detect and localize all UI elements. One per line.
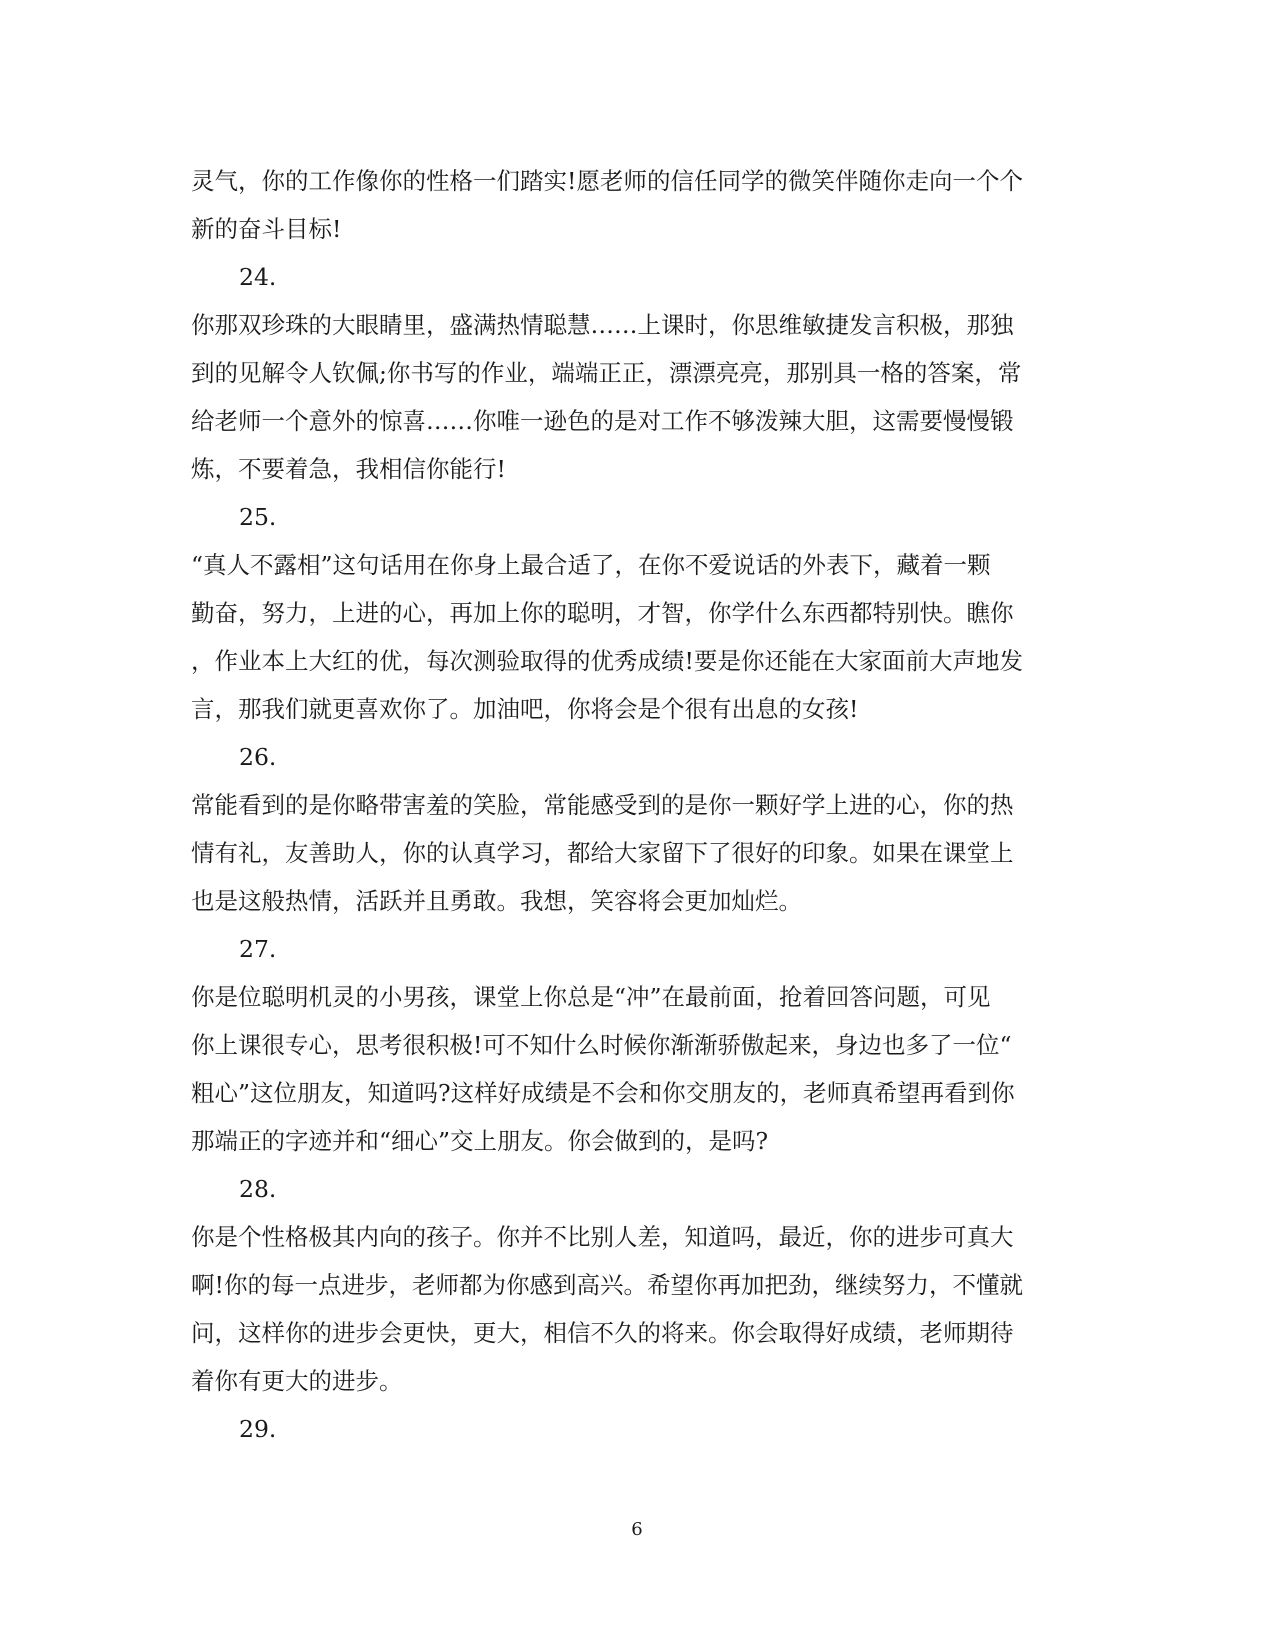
text-line: 你是个性格极其内向的孩子。你并不比别人差，知道吗，最近，你的进步可真大	[191, 1223, 1014, 1251]
page-number: 6	[631, 1519, 643, 1540]
text-line: 你是位聪明机灵的小男孩，课堂上你总是“冲”在最前面，抢着回答问题，可见	[191, 983, 991, 1011]
text-line: “真人不露相”这句话用在你身上最合适了，在你不爱说话的外表下，藏着一颗	[191, 551, 991, 579]
entry-number	[191, 1165, 1085, 1213]
text-line: 24.	[239, 263, 277, 291]
entry-number	[191, 925, 1085, 973]
text-line: ，作业本上大红的优，每次测验取得的优秀成绩!要是你还能在大家面前大声地发	[191, 647, 1023, 675]
text-line: 29.	[239, 1415, 277, 1443]
text-line: 问，这样你的进步会更快，更大，相信不久的将来。你会取得好成绩，老师期待	[191, 1319, 1014, 1347]
text-line: 25.	[239, 503, 277, 531]
entry-number	[191, 493, 1085, 541]
entry-number	[191, 1405, 1085, 1453]
text-line: 新的奋斗目标!	[191, 215, 342, 243]
comment-paragraph	[191, 973, 1085, 1165]
comment-paragraph	[191, 157, 1085, 253]
comment-paragraph	[191, 781, 1085, 925]
text-line: 灵气，你的工作像你的性格一们踏实!愿老师的信任同学的微笑伴随你走向一个个	[191, 167, 1023, 195]
entry-number	[191, 253, 1085, 301]
text-line: 那端正的字迹并和“细心”交上朋友。你会做到的，是吗?	[191, 1127, 769, 1155]
text-line: 情有礼，友善助人，你的认真学习，都给大家留下了很好的印象。如果在课堂上	[191, 839, 1014, 867]
text-line: 26.	[239, 743, 277, 771]
text-line: 到的见解令人钦佩;你书写的作业，端端正正，漂漂亮亮，那别具一格的答案，常	[191, 359, 1022, 387]
text-line: 言，那我们就更喜欢你了。加油吧，你将会是个很有出息的女孩!	[191, 695, 859, 723]
text-line: 粗心”这位朋友，知道吗?这样好成绩是不会和你交朋友的，老师真希望再看到你	[191, 1079, 1015, 1107]
text-line: 勤奋，努力，上进的心，再加上你的聪明，才智，你学什么东西都特别快。瞧你	[191, 599, 1014, 627]
comment-paragraph	[191, 1213, 1085, 1405]
comment-paragraph	[191, 541, 1085, 733]
comment-paragraph	[191, 301, 1085, 493]
text-line: 27.	[239, 935, 277, 963]
text-line: 着你有更大的进步。	[191, 1367, 403, 1395]
text-line: 炼，不要着急，我相信你能行!	[191, 455, 506, 483]
page-body	[191, 157, 1085, 1453]
text-line: 你那双珍珠的大眼睛里，盛满热情聪慧……上课时，你思维敏捷发言积极，那独	[191, 311, 1014, 339]
text-line: 常能看到的是你略带害羞的笑脸，常能感受到的是你一颗好学上进的心，你的热	[191, 791, 1014, 819]
text-line: 也是这般热情，活跃并且勇敢。我想，笑容将会更加灿烂。	[191, 887, 802, 915]
entry-number	[191, 733, 1085, 781]
text-line: 28.	[239, 1175, 277, 1203]
text-line: 啊!你的每一点进步，老师都为你感到高兴。希望你再加把劲，继续努力，不懂就	[191, 1271, 1023, 1299]
text-line: 你上课很专心，思考很积极!可不知什么时候你渐渐骄傲起来，身边也多了一位“	[191, 1031, 1012, 1059]
text-line: 给老师一个意外的惊喜……你唯一逊色的是对工作不够泼辣大胆，这需要慢慢锻	[191, 407, 1014, 435]
